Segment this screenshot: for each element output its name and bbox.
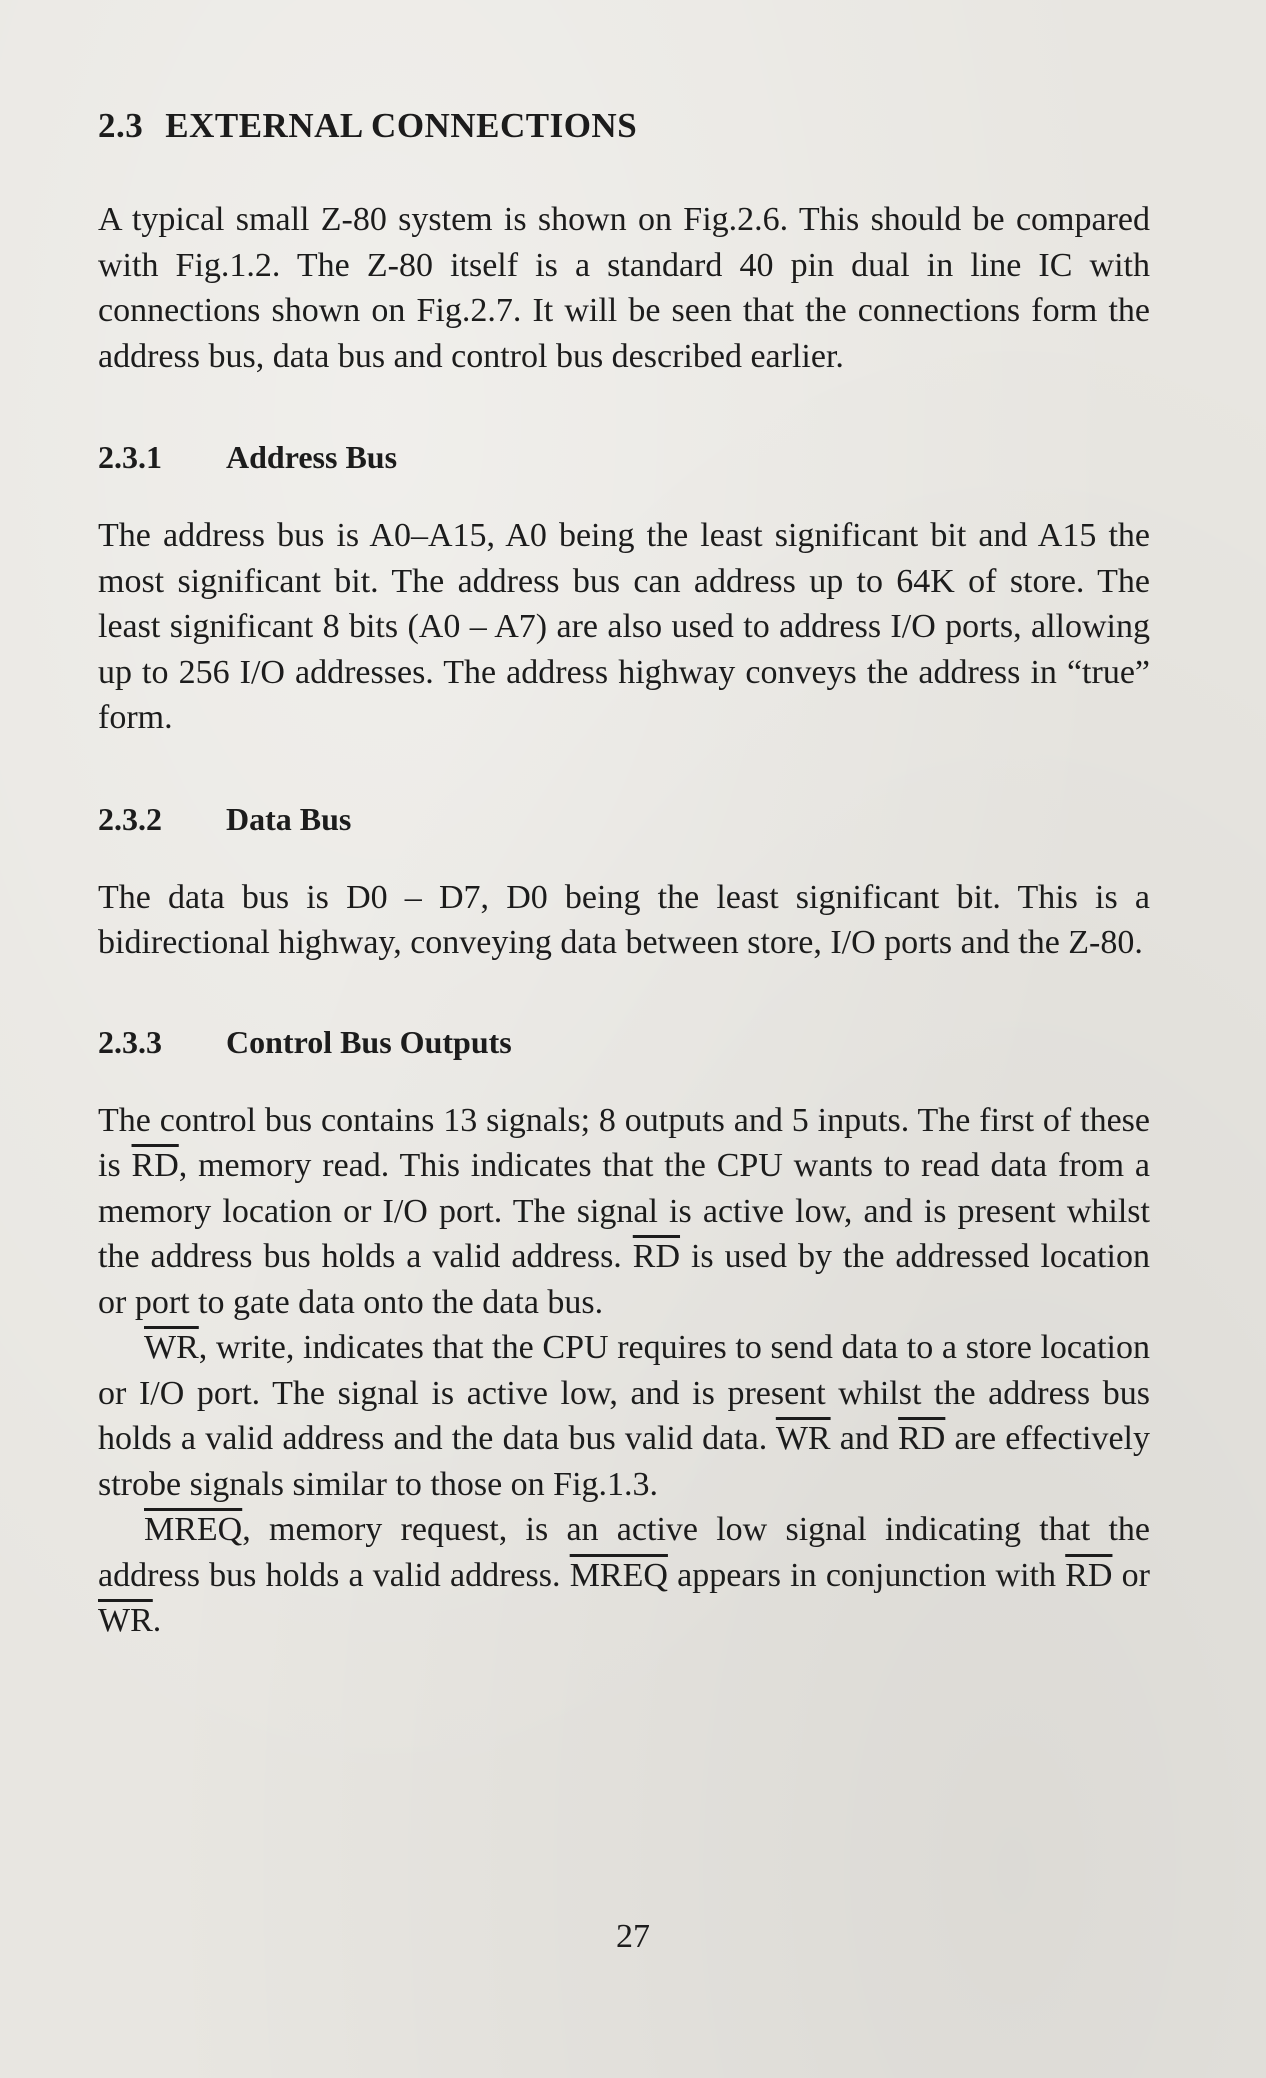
text-run: appears in conjunction with xyxy=(667,1556,1066,1594)
signal-wr: $\overline{WR}$ xyxy=(144,1329,199,1366)
control-bus-paragraph-3 xyxy=(98,1507,1150,1644)
page-content xyxy=(98,108,1150,1644)
signal-wr: $\overline{WR}$ xyxy=(98,1602,153,1639)
subsection-number: 2.3.2 xyxy=(98,800,162,837)
subsection-number: 2.3.1 xyxy=(98,439,162,475)
text-run: . xyxy=(152,1602,162,1639)
control-bus-paragraph-1 xyxy=(98,1098,1150,1326)
section-number: 2.3 xyxy=(98,106,144,145)
text-run: , memory request, is an active low signal indicating that the address bus holds a valid address. xyxy=(98,1511,1150,1594)
signal-rd: $\overline{RD}$ xyxy=(898,1420,946,1457)
subsection-title: Address Bus xyxy=(226,439,398,475)
subsection-title: Data Bus xyxy=(226,800,352,837)
section-title: EXTERNAL CONNECTIONS xyxy=(165,106,638,145)
intro-paragraph: A typical small Z-80 system is shown on Fig.2.6. This should be compared with Fig.1.2. The Z-80 itself is a standard 40 pin dual in line IC with connections shown on Fig.2.7. It will be seen that the connections form the address bus, data bus and control bus described earlier. xyxy=(98,201,1150,375)
text-run: is used by the addressed location or port to gate data onto the data bus. xyxy=(98,1238,1150,1321)
section-heading xyxy=(98,108,1150,143)
text-run: or xyxy=(1112,1556,1150,1594)
page-number: 27 xyxy=(616,1918,650,1955)
text-run: The control bus contains 13 signals; 8 outputs and 5 inputs. The first of these is xyxy=(98,1101,1150,1184)
signal-wr: $\overline{WR}$ xyxy=(775,1420,831,1457)
signal-mreq: MREQ xyxy=(569,1556,668,1594)
text-run: , write, indicates that the CPU requires to send data to a store location or I/O port. The signal is active low, and is present whilst the address bus holds a valid address and the data bus valid data. xyxy=(98,1329,1150,1457)
subsection-heading-data-bus xyxy=(98,800,1150,837)
subsection-number: 2.3.3 xyxy=(98,1023,162,1060)
text-run: , memory read. This indicates that the CPU wants to read data from a memory location or I/O port. The signal is active low, and is present whilst the address bus holds a valid address. xyxy=(98,1147,1150,1275)
text-run: and xyxy=(830,1420,899,1457)
signal-rd: $\overline{RD}$ xyxy=(1065,1556,1113,1594)
data-bus-paragraph: The data bus is D0 – D7, D0 being the least significant bit. This is a bidirectional highway, conveying data between store, I/O ports and the Z-80. xyxy=(98,878,1150,961)
address-bus-paragraph: The address bus is A0–A15, A0 being the least significant bit and A15 the most significant bit. The address bus can address up to 64K of store. The least significant 8 bits (A0 – A7) are also used to address I/O ports, allowing up to 256 I/O addresses. The address highway conveys the address in “true” form. xyxy=(98,517,1150,736)
signal-rd: $\overline{RD}$ xyxy=(131,1147,179,1184)
signal-rd: $\overline{RD}$ xyxy=(632,1238,681,1275)
control-bus-paragraph-2 xyxy=(98,1325,1150,1507)
subsection-heading-control-bus xyxy=(98,1023,1150,1060)
subsection-heading-address-bus xyxy=(98,441,1150,473)
subsection-title: Control Bus Outputs xyxy=(226,1023,512,1060)
text-run: are effectively strobe signals similar to those on Fig.1.3. xyxy=(98,1420,1150,1503)
signal-mreq: MREQ xyxy=(144,1511,243,1548)
